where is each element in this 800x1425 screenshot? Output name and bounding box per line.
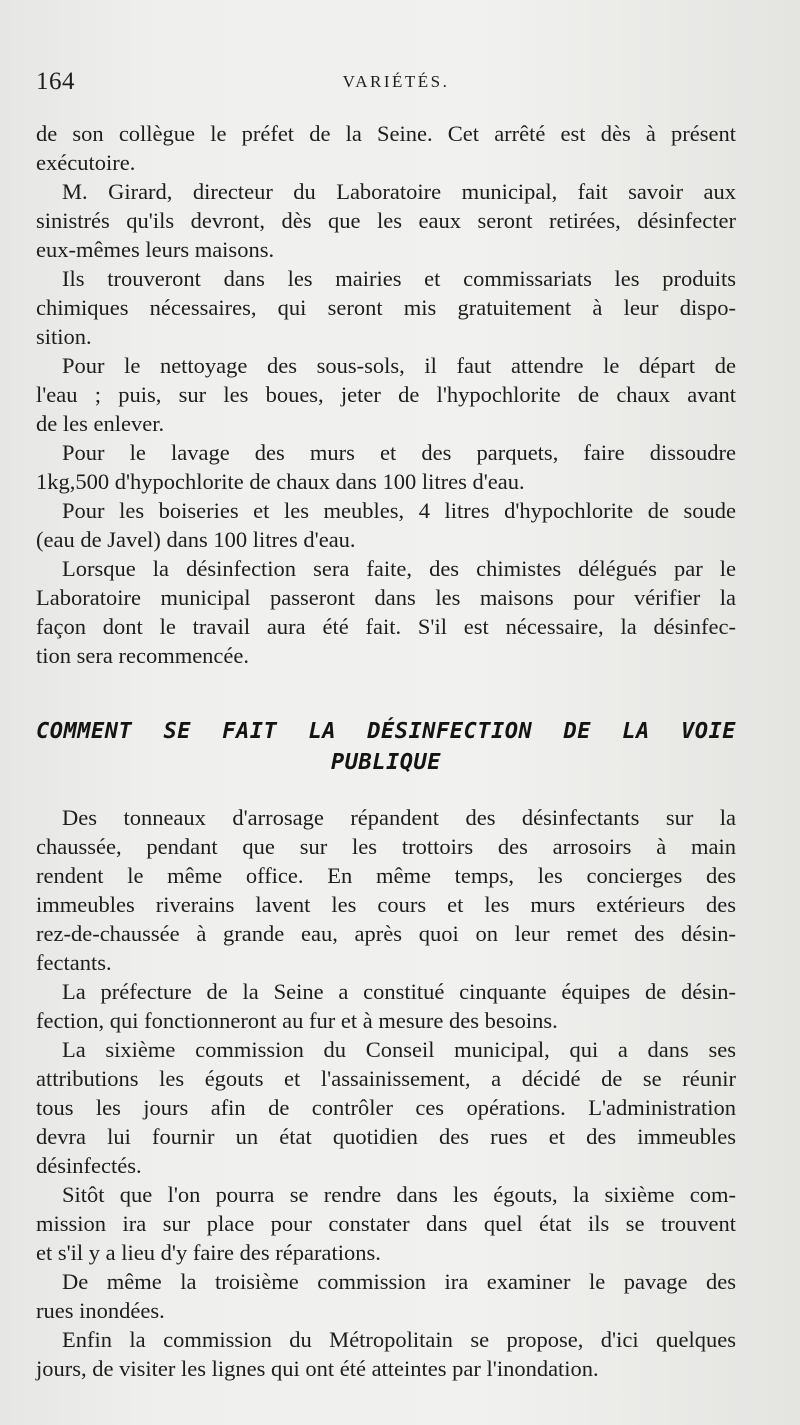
text-line: Lorsque la désinfection sera faite, des chimistes délégués par le [62, 556, 736, 581]
text-line: façon dont le travail aura été fait. S'il est nécessaire, la désinfec- [36, 614, 736, 639]
text-line: Sitôt que l'on pourra se rendre dans les égouts, la sixième com- [62, 1182, 736, 1207]
heading-line-2: PUBLIQUE [331, 750, 441, 775]
text-line: La sixième commission du Conseil municipal, qui a dans ses [62, 1037, 736, 1062]
paragraph [36, 1180, 736, 1267]
text-line: Pour les boiseries et les meubles, 4 litres d'hypochlorite de soude [62, 498, 736, 523]
text-line: immeubles riverains lavent les cours et les murs extérieurs des [36, 892, 736, 917]
text-line: et s'il y a lieu d'y faire des réparations. [36, 1240, 381, 1265]
text-line: tous les jours afin de contrôler ces opérations. L'administration [36, 1095, 736, 1120]
text-line: sition. [36, 324, 92, 349]
text-line: M. Girard, directeur du Laboratoire municipal, fait savoir aux [62, 179, 736, 204]
text-line: Pour le lavage des murs et des parquets, faire dissoudre [62, 440, 736, 465]
heading-line-1: COMMENT SE FAIT LA DÉSINFECTION DE LA VOIE [36, 719, 736, 744]
paragraph [36, 264, 736, 351]
section-disinfection-instructions [36, 119, 736, 670]
paragraph [36, 554, 736, 670]
page-number: 164 [36, 68, 75, 95]
text-line: sinistrés qu'ils devront, dès que les eaux seront retirées, désinfecter [36, 208, 736, 233]
paragraph [36, 351, 736, 438]
text-line: devra lui fournir un état quotidien des rues et des immeubles [36, 1124, 736, 1149]
text-line: La préfecture de la Seine a constitué cinquante équipes de désin- [62, 979, 736, 1004]
paragraph [36, 1267, 736, 1325]
text-line: fection, qui fonctionneront au fur et à mesure des besoins. [36, 1008, 558, 1033]
paragraph [36, 496, 736, 554]
paragraph [36, 977, 736, 1035]
page-header [36, 68, 756, 108]
text-line: mission ira sur place pour constater dans quel état ils se trouvent [36, 1211, 736, 1236]
text-line: fectants. [36, 950, 112, 975]
text-line: chimiques nécessaires, qui seront mis gratuitement à leur dispo- [36, 295, 736, 320]
running-head: VARIÉTÉS. [342, 72, 450, 91]
text-line: 1kg,500 d'hypochlorite de chaux dans 100 litres d'eau. [36, 469, 525, 494]
text-line: Des tonneaux d'arrosage répandent des désinfectants sur la [62, 805, 736, 830]
text-line: tion sera recommencée. [36, 643, 250, 668]
paragraph [36, 438, 736, 496]
text-line: De même la troisième commission ira examiner le pavage des [62, 1269, 736, 1294]
text-line: Laboratoire municipal passeront dans les maisons pour vérifier la [36, 585, 736, 610]
text-line: désinfectés. [36, 1153, 142, 1178]
paragraph [36, 177, 736, 264]
text-line: exécutoire. [36, 150, 136, 175]
text-line: l'eau ; puis, sur les boues, jeter de l'hypochlorite de chaux avant [36, 382, 736, 407]
text-line: eux-mêmes leurs maisons. [36, 237, 275, 262]
section-public-road-disinfection [36, 803, 736, 1383]
text-line: attributions les égouts et l'assainissement, a décidé de se réunir [36, 1066, 736, 1091]
text-line: Pour le nettoyage des sous-sols, il faut attendre le départ de [62, 353, 736, 378]
paragraph [36, 1035, 736, 1180]
paragraph [36, 119, 736, 177]
section-heading [36, 716, 736, 778]
text-line: de les enlever. [36, 411, 165, 436]
text-line: rues inondées. [36, 1298, 165, 1323]
text-line: Ils trouveront dans les mairies et commissariats les produits [62, 266, 736, 291]
text-line: (eau de Javel) dans 100 litres d'eau. [36, 527, 356, 552]
text-line: rendent le même office. En même temps, les concierges des [36, 863, 736, 888]
text-line: de son collègue le préfet de la Seine. Cet arrêté est dès à présent [36, 121, 736, 146]
paragraph [36, 1325, 736, 1383]
paragraph [36, 803, 736, 977]
text-line: Enfin la commission du Métropolitain se propose, d'ici quelques [62, 1327, 736, 1352]
text-line: rez-de-chaussée à grande eau, après quoi on leur remet des désin- [36, 921, 736, 946]
text-line: jours, de visiter les lignes qui ont été atteintes par l'inondation. [36, 1356, 599, 1381]
text-line: chaussée, pendant que sur les trottoirs des arrosoirs à main [36, 834, 736, 859]
